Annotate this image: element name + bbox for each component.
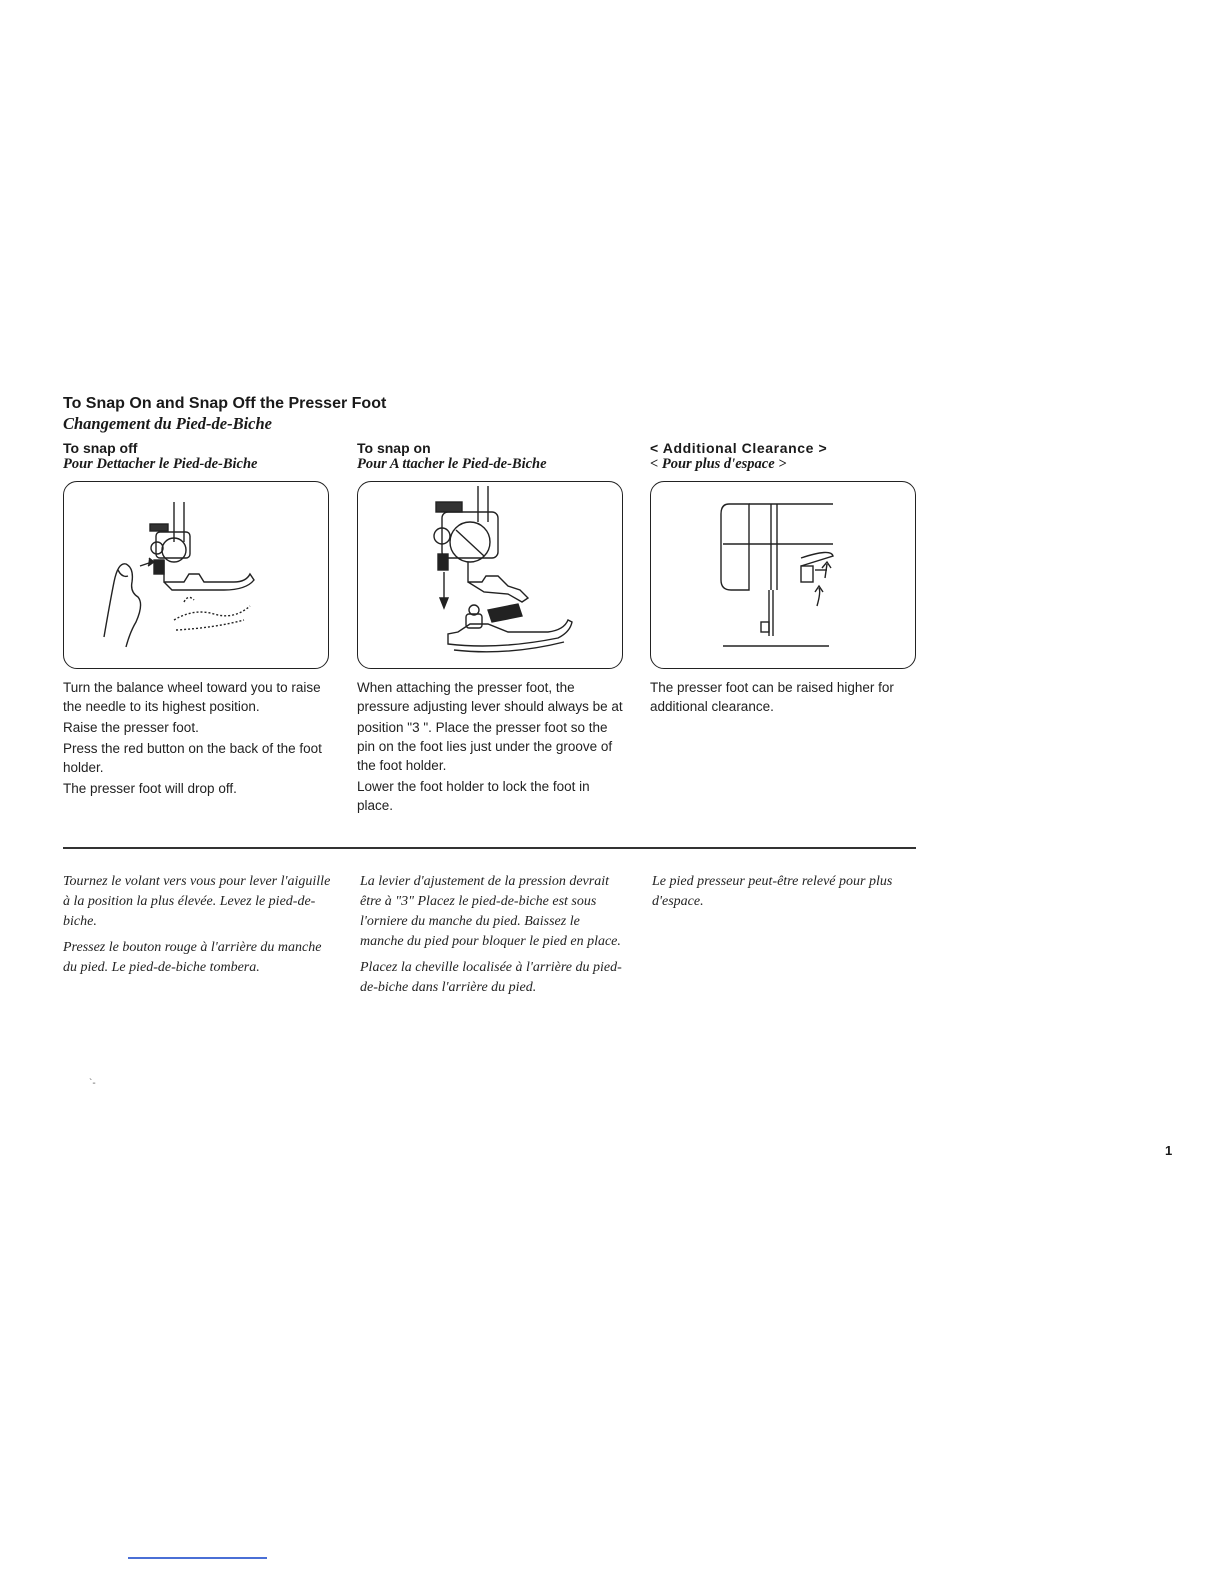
- section-divider: [63, 847, 916, 849]
- paragraph-french: Le pied presseur peut-être relevé pour plus d'espace.: [652, 874, 893, 909]
- column-heading-french: Pour Dettacher le Pied-de-Biche: [63, 456, 258, 472]
- stray-mark: `-: [89, 1078, 96, 1089]
- paragraph-french: La levier d'ajustement de la pression devrait être à "3" Placez le pied-de-biche est sous l'orniere du manche du pied. Baissez le manche du pied pour bloquer le pied en place.: [360, 874, 621, 949]
- footer-link-underline: [128, 1557, 267, 1559]
- paragraph-french: Placez la cheville localisée à l'arrière du pied-de-biche dans l'arrière du pied.: [360, 960, 622, 995]
- column-heading-french: < Pour plus d'espace >: [650, 456, 787, 472]
- illustration-frame-snap-off: [63, 481, 329, 669]
- paragraph: The presser foot will drop off.: [63, 781, 237, 796]
- illustration-frame-snap-on: [357, 481, 623, 669]
- instructions-english-snap-off: [63, 678, 331, 800]
- paragraph: Turn the balance wheel toward you to raise the needle to its highest position.: [63, 680, 321, 714]
- paragraph-french: Tournez le volant vers vous pour lever l'aiguille à la position la plus élevée. Levez le pied-de-biche.: [63, 874, 331, 929]
- paragraph: Press the red button on the back of the foot holder.: [63, 741, 322, 775]
- column-snap-off: [63, 441, 331, 472]
- column-additional-clearance: [650, 441, 918, 472]
- column-heading: To snap off: [63, 440, 138, 456]
- instructions-english-clearance: [650, 678, 918, 718]
- instructions-french-clearance: [652, 872, 916, 918]
- page-title: To Snap On and Snap Off the Presser Foot: [63, 395, 387, 412]
- column-snap-on: [357, 441, 625, 472]
- page-title-french: Changement du Pied-de-Biche: [63, 414, 272, 433]
- page-number: 1: [1165, 1143, 1173, 1158]
- paragraph-french: Pressez le bouton rouge à l'arrière du manche du pied. Le pied-de-biche tombera.: [63, 940, 322, 975]
- presser-foot-removal-illustration: [64, 482, 330, 670]
- presser-foot-attach-illustration: [358, 482, 624, 670]
- column-heading: < Additional Clearance >: [650, 440, 828, 456]
- paragraph: Lower the foot holder to lock the foot in place.: [357, 779, 590, 813]
- illustration-frame-clearance: [650, 481, 916, 669]
- paragraph: position "3 ". Place the presser foot so the pin on the foot lies just under the groove of the foot holder.: [357, 720, 613, 773]
- column-heading-french: Pour A ttacher le Pied-de-Biche: [357, 456, 547, 472]
- presser-foot-clearance-illustration: [651, 482, 917, 670]
- instructions-english-snap-on: [357, 678, 625, 817]
- instructions-french-snap-on: [360, 872, 626, 1004]
- paragraph: Raise the presser foot.: [63, 720, 199, 735]
- paragraph: When attaching the presser foot, the pressure adjusting lever should always be at: [357, 680, 623, 714]
- paragraph: The presser foot can be raised higher for additional clearance.: [650, 680, 894, 714]
- instructions-french-snap-off: [63, 872, 331, 984]
- column-heading: To snap on: [357, 440, 431, 456]
